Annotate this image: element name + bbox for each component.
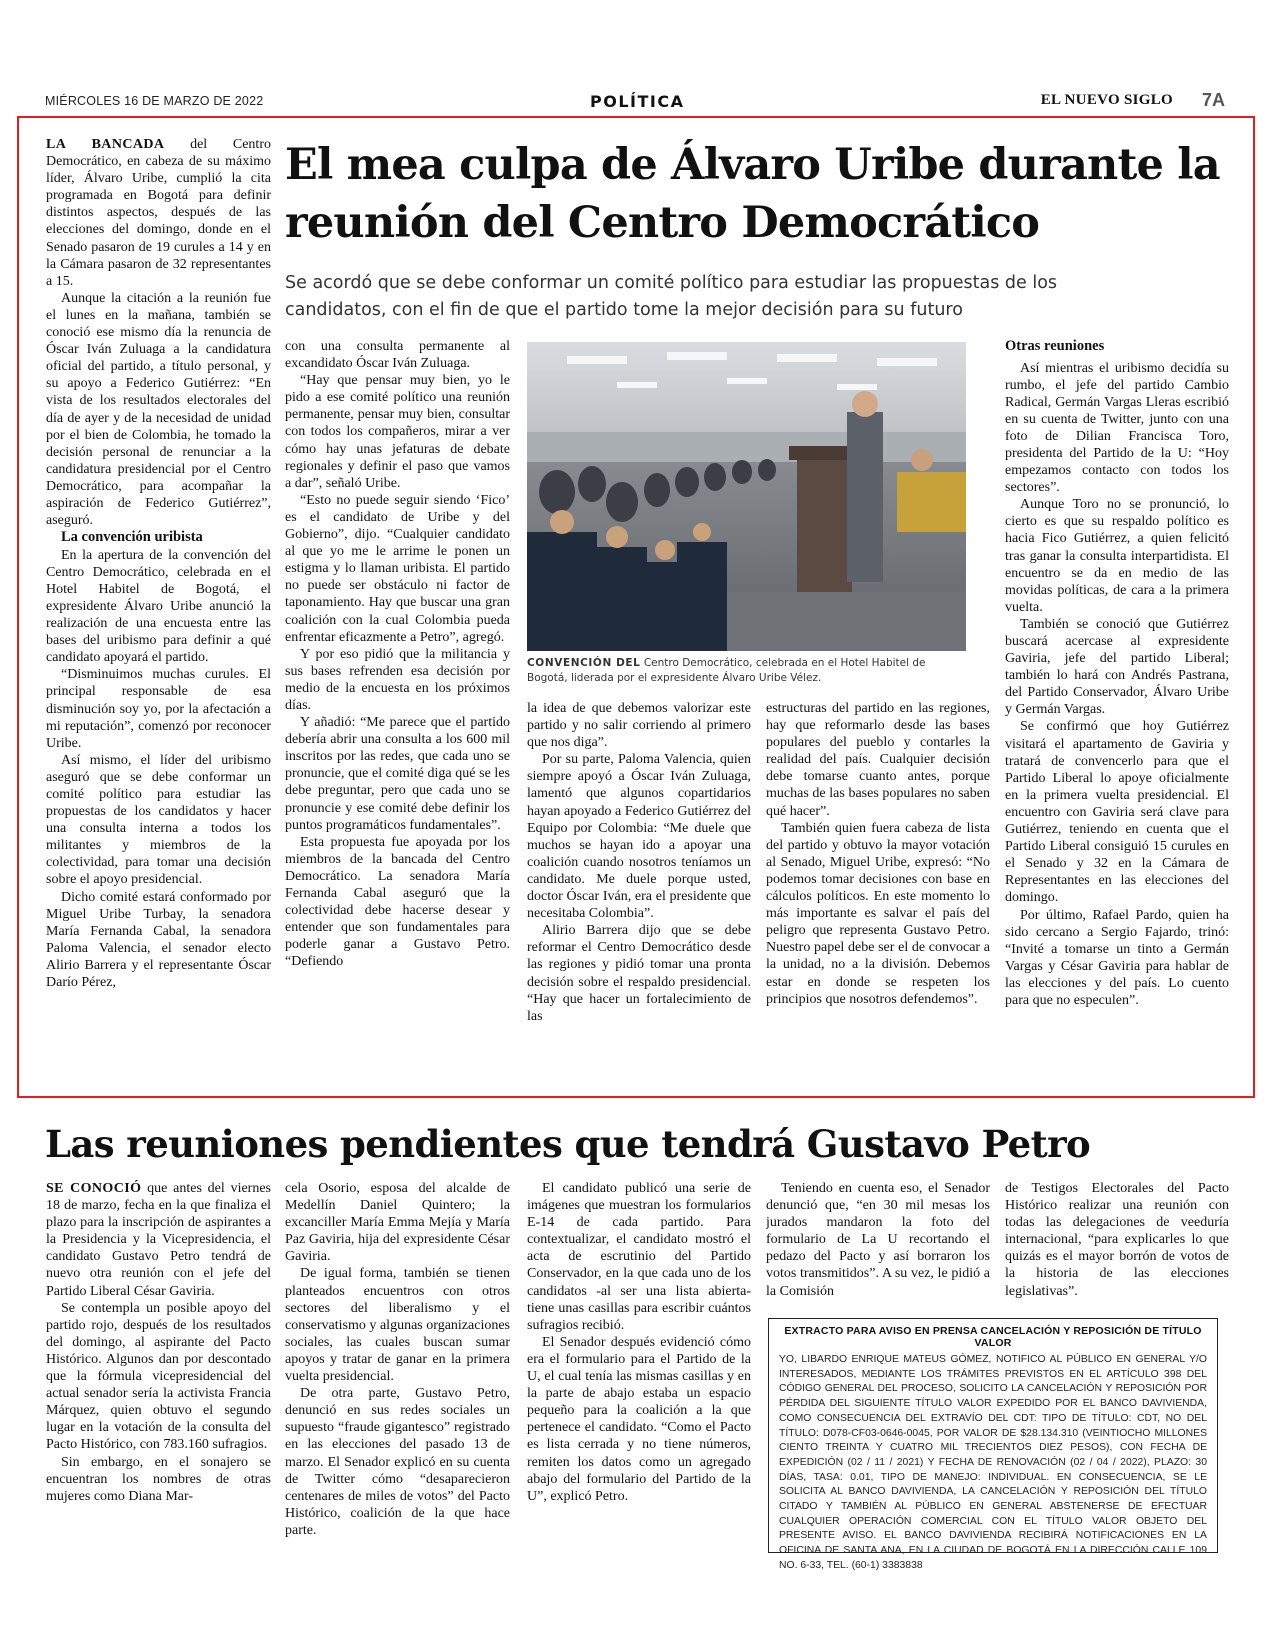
paragraph: También quien fuera cabeza de lista del partido y obtuvo la mayor votación al Senado, Miguel Uribe, expresó: “No podemos tomar decisiones con base en cálculos políticos. En este momento lo más importante es salvar el país del peligro que representa Gustavo Petro. Nuestro papel debe ser el de convocar a la unidad, no a la división. Debemos estar en donde se respeten los principios que nosotros defendemos”. bbox=[766, 820, 990, 1007]
conference-photo bbox=[527, 342, 966, 651]
article-2-column-4 bbox=[766, 1180, 990, 1310]
paragraph-text: que antes del viernes 18 de marzo, fecha en la que finaliza el plazo para la inscripción de aspirantes a la Presidencia y la Vicepresidencia, el candidato Gustavo Petro tendrá de nuevo otra reunión con el jefe del Partido Liberal César Gaviria. bbox=[46, 1181, 271, 1299]
paragraph: Y por eso pidió que la militancia y sus bases refrenden esa decisión por medio de la encuesta en los próximos días. bbox=[285, 646, 510, 713]
article-2-column-3 bbox=[527, 1180, 751, 1620]
article-column-2 bbox=[285, 338, 510, 1084]
article-2-column-1 bbox=[46, 1180, 271, 1620]
article-deck: Se acordó que se debe conformar un comité político para estudiar las propuestas de los candidatos, con el fin de que el partido tome la mejor decisión para su futuro bbox=[285, 273, 1058, 320]
paragraph: También se conoció que Gutiérrez buscará acercase al expresidente Gaviria, jefe del partido Liberal; también lo hará con Andrés Pastrana, del Partido Conservador, Álvaro Uribe y Germán Vargas. bbox=[1005, 616, 1229, 718]
notice-body: YO, LIBARDO ENRIQUE MATEUS GÓMEZ, NOTIFICO AL PÚBLICO EN GENERAL Y/O INTERESADOS, MEDIANTE LOS TRÁMITES PREVISTOS EN EL ARTÍCULO 398 DEL CÓDIGO GENERAL DEL PROCESO, SOLICITO LA CANCELACIÓN Y REPOSICIÓN POR PÉRDIDA DEL SIGUIENTE TÍTULO VALOR EXPEDIDO POR EL BANCO DAVIVIENDA, COMO CONSECUENCIA DEL EXTRAVÍO DEL CDT: TIPO DE TÍTULO: CDT, NO DEL TÍTULO: D078-CF03-0646-0045, POR VALOR DE $28.134.310 (VEINTIOCHO MILLONES CIENTO TREINTA Y CUATRO MIL TRECIENTOS DIEZ PESOS), CON FECHA DE EXPEDICIÓN (02 / 11 / 2021) Y FECHA DE RENOVACIÓN (02 / 04 / 2022), PLAZO: 30 DÍAS, TASA: 0.01, TIPO DE MANEJO: INDIVIDUAL. EN CONSECUENCIA, SE LE SOLICITA AL BANCO DAVIVIENDA, LA CANCELACIÓN Y REPOSICIÓN DEL TÍTULO CITADO Y TAMBIÉN AL PÚBLICO EN GENERAL ABSTENERSE DE EFECTUAR CUALQUIER OPERACIÓN COMERCIAL CON EL TÍTULO VALOR OBJETO DEL PRESENTE AVISO. EL BANCO DAVIVIENDA RECIBIRÁ NOTIFICACIONES EN LA OFICINA DE SANTA ANA, EN LA CIUDAD DE BOGOTÁ EN LA DIRECCIÓN CALLE 109 NO. 6-33, TEL. (60-1) 3383838 bbox=[779, 1354, 1207, 1571]
paragraph: Se contempla un posible apoyo del partido rojo, después de los resultados del domingo, al aspirante del Pacto Histórico. Algunos dan por descontado que la fórmula vicepresidencial del actual senador sería la activista Francia Márquez, quien obtuvo el segundo lugar en la votación de la consulta del Pacto Histórico, con 783.160 sufragios. bbox=[46, 1300, 271, 1453]
paragraph: De otra parte, Gustavo Petro, denunció en sus redes sociales un supuesto “fraude gigantesco” registrado en las elecciones del pasado 13 de marzo. El Senador explicó en su cuenta de Twitter cómo “desaparecieron centenares de miles de votos” del Pacto Histórico, coalición de la que hace parte. bbox=[285, 1386, 510, 1538]
paragraph: Así mismo, el líder del uribismo aseguró que se debe conformar un comité político para estudiar las propuestas de los candidatos y hacer una consulta interna a todos los militantes y miembros de la colectividad, para tomar una decisión sobre el apoyo presidencial. bbox=[46, 752, 271, 888]
subheading: Otras reuniones bbox=[1005, 338, 1105, 354]
paragraph: “Disminuimos muchas curules. El principal responsable de esa disminución soy yo, por la afectación a mi reputación”, comenzó por reconocer Uribe. bbox=[46, 667, 271, 751]
paragraph bbox=[46, 1180, 271, 1300]
paragraph: De igual forma, también se tienen planteados encuentros con otros sectores del liberalismo y el conservatismo y algunas organizaciones sociales, las cuales buscan sumar apoyos y tratar de ganar en la primera vuelta presidencial. bbox=[285, 1266, 510, 1385]
paragraph: Y añadió: “Me parece que el partido debería abrir una consulta a los 600 mil inscritos por las redes, que cada uno se pronuncie, que el comité diga qué se les debe preguntar, pero que cada uno se pronuncie y ese comité debe definir los puntos programáticos fundamentales”. bbox=[285, 715, 510, 833]
lead-in: SE CONOCIÓ bbox=[46, 1181, 142, 1196]
paragraph: Así mientras el uribismo decidía su rumbo, el jefe del partido Cambio Radical, Germán Vargas Lleras escribió en su cuenta de Twitter, junto con una foto de Dilian Francisca Toro, presidenta del Partido de la U: “Hoy empezamos contacto con todos los sectores”. bbox=[1005, 360, 1229, 496]
paragraph-text: del Centro Democrático, en cabeza de su máximo líder, Álvaro Uribe, cumplió la cita programada en Bogotá para definir distintos aspectos, después de las elecciones del domingo, donde en el Senado pasaron de 19 curules a 14 y en la Cámara pasaron de 32 representantes a 15. bbox=[46, 137, 271, 289]
paragraph: la idea de que debemos valorizar este partido y no salir corriendo al primero que nos diga”. bbox=[527, 701, 751, 751]
paragraph: estructuras del partido en las regiones, hay que reformarlo desde las bases populares del pueblo y contarles la realidad del país. Cualquier decisión debe tomarse cuanto antes, porque muchas de las bases populares no saben qué hacer”. bbox=[766, 701, 990, 819]
paragraph: Esta propuesta fue apoyada por los miembros de la bancada del Centro Democrático. La senadora María Fernanda Cabal aseguró que la colectividad debe hacerse desear y entender que son fundamentales para poderle ganar a Gustavo Petro. “Defiendo bbox=[285, 834, 510, 970]
photo-caption bbox=[527, 656, 966, 686]
article-column-3 bbox=[527, 700, 751, 1086]
page-number: 7A bbox=[1201, 90, 1225, 110]
issue-date: MIÉRCOLES 16 DE MARZO DE 2022 bbox=[45, 94, 264, 108]
section-name: POLÍTICA bbox=[590, 92, 685, 111]
article-column-4 bbox=[766, 700, 990, 1086]
paragraph: Teniendo en cuenta eso, el Senador denunció que, “en 30 mil mesas los jurados mandaron la foto del formulario de La U recortando el pedazo del Pacto y así borraron los votos transmitidos”. A su vez, le pidió a la Comisión bbox=[766, 1181, 990, 1299]
subheading: La convención uribista bbox=[61, 529, 203, 546]
paragraph: Aunque la citación a la reunión fue el lunes en la mañana, también se conoció ese mismo día la renuncia de Óscar Iván Zuluaga a la candidatura oficial del partido, a título personal, y su apoyo a Federico Gutiérrez: “En vista de los resultados electorales del día de ayer y de la necesidad de unidad por el bien de Colombia, he tomado la decisión personal de renunciar a la candidatura presidencial por el Centro Democrático, para acompañar la aspiración de Federico Gutiérrez”, aseguró. bbox=[46, 290, 271, 529]
paragraph: Sin embargo, en el sonajero se encuentran los nombres de otras mujeres como Diana Mar- bbox=[46, 1454, 271, 1504]
paragraph: Se confirmó que hoy Gutiérrez visitará el apartamento de Gaviria y tratará de convencerlo para que el Partido Liberal lo apoye oficialmente en la primera vuelta presidencial. El encuentro con Gaviria será clave para Gutiérrez, teniendo en cuenta que el Partido Liberal consiguió 15 curules en el Senado y 32 en la Cámara de Representantes en las elecciones del domingo. bbox=[1005, 719, 1229, 906]
paragraph: Aunque Toro no se pronunció, lo cierto es que su respaldo político es hacia Fico Gutiérrez, a quien felicitó tras ganar la consulta interpartidista. El encuentro se da en medio de las movidas políticas, de cara a la primera vuelta. bbox=[1005, 497, 1229, 615]
paragraph: de Testigos Electorales del Pacto Histórico realizar una reunión con todas las delegaciones de veeduría internacional, “para explicarles lo que quizás es el mayor borrón de votos de la historia de las elecciones legislativas”. bbox=[1005, 1181, 1229, 1299]
newspaper-brand: EL NUEVO SIGLO bbox=[1040, 92, 1173, 108]
paragraph: Por último, Rafael Pardo, quien ha sido cercano a Sergio Fajardo, trinó: “Invité a tomarse un tinto a Germán Vargas y César Gaviria para hablar de las elecciones y del país. Lo cuento para que no especulen”. bbox=[1005, 907, 1229, 1008]
article-headline: El mea culpa de Álvaro Uribe durante la reunión del Centro Democrático bbox=[285, 140, 1220, 248]
paragraph bbox=[46, 136, 271, 290]
caption-text: Centro Democrático, celebrada en el Hotel Habitel de Bogotá, liderada por el expresidente Álvaro Uribe Vélez. bbox=[527, 657, 926, 684]
paragraph: Alirio Barrera dijo que se debe reformar el Centro Democrático desde las regiones y pidió tomar una pronta decisión sobre el respaldo presidencial. “Hay que hacer un fortalecimiento de las bbox=[527, 923, 751, 1024]
paragraph: cela Osorio, esposa del alcalde de Medellín Daniel Quintero; la excanciller María Emma Mejía y María Paz Gaviria, hija del expresidente César Gaviria. bbox=[285, 1181, 510, 1265]
paragraph: Por su parte, Paloma Valencia, quien siempre apoyó a Óscar Iván Zuluaga, lamentó que algunos copartidarios hayan apoyado a Federico Gutiérrez del Equipo por Colombia: “Me duele que muchos se hayan ido a apoyar una coalición cuando nosotros teníamos un candidato. Me duele porque usted, doctor Óscar Iván, era el presidente que necesitaba Colombia”. bbox=[527, 752, 751, 922]
paragraph: El candidato publicó una serie de imágenes que muestran los formularios E-14 de cada partido. Para contextualizar, el candidato mostró el acta de escrutinio del Partido Conservador, en la que cada uno de los candidatos -al ser una lista abierta- tiene unas casillas para escribir cuántos sufragios recibió. bbox=[527, 1181, 751, 1333]
lead-in: LA BANCADA bbox=[46, 137, 165, 152]
paragraph: “Esto no puede seguir siendo ‘Fico’ es el candidato de Uribe y del Gobierno”, dijo. “Cualquier candidato al que yo me le arrime le ponen un estigma y lo llaman uribista. El partido no puede ser obstáculo ni factor de taponamiento. Hay que buscar una gran coalición con la cual Colombia pueda enfrentar eficazmente a Petro”, agregó. bbox=[285, 492, 510, 645]
paragraph: “Hay que pensar muy bien, yo le pido a ese comité político una reunión permanente, pensar muy bien, consultar con todos los compañeros, mirar a ver cómo hay unas jefaturas de debate regionales y definir el paso que vamos a dar”, señaló Uribe. bbox=[285, 373, 510, 491]
paragraph: En la apertura de la convención del Centro Democrático, celebrada en el Hotel Habitel de Bogotá, el expresidente Álvaro Uribe anunció la realización de una encuesta entre las bases del uribismo para definir a qué candidato apoyará el partido. bbox=[46, 547, 271, 666]
notice-title: EXTRACTO PARA AVISO EN PRENSA CANCELACIÓN Y REPOSICIÓN DE TÍTULO VALOR bbox=[784, 1325, 1202, 1349]
page-folio bbox=[45, 92, 1233, 114]
article-column-5 bbox=[1005, 338, 1229, 1086]
paragraph: Dicho comité estará conformado por Miguel Uribe Turbay, la senadora María Fernanda Cabal, la senadora Paloma Valencia, el senador electo Alirio Barrera y el representante Óscar Darío Pérez, bbox=[46, 889, 271, 990]
paragraph: El Senador después evidenció cómo era el formulario para el Partido de la U, el cual tenía las mismas casillas y en la parte de abajo estaba un espacio pequeño para la coalición a la que pertenece el candidato. “Como el Pacto es lista cerrada y no tiene números, remiten los datos como un agregado abajo del formulario del Partido de la U”, explicó Petro. bbox=[527, 1334, 751, 1504]
article-2-column-5 bbox=[1005, 1180, 1229, 1310]
caption-lead: CONVENCIÓN DEL bbox=[527, 657, 641, 669]
article-2-headline: Las reuniones pendientes que tendrá Gustavo Petro bbox=[45, 1122, 1091, 1166]
conference-photo-icon bbox=[527, 342, 966, 651]
article-2-column-2 bbox=[285, 1180, 510, 1620]
article-column-1 bbox=[46, 136, 271, 1086]
paragraph: con una consulta permanente al excandidato Óscar Iván Zuluaga. bbox=[285, 339, 510, 372]
legal-notice bbox=[768, 1318, 1218, 1571]
